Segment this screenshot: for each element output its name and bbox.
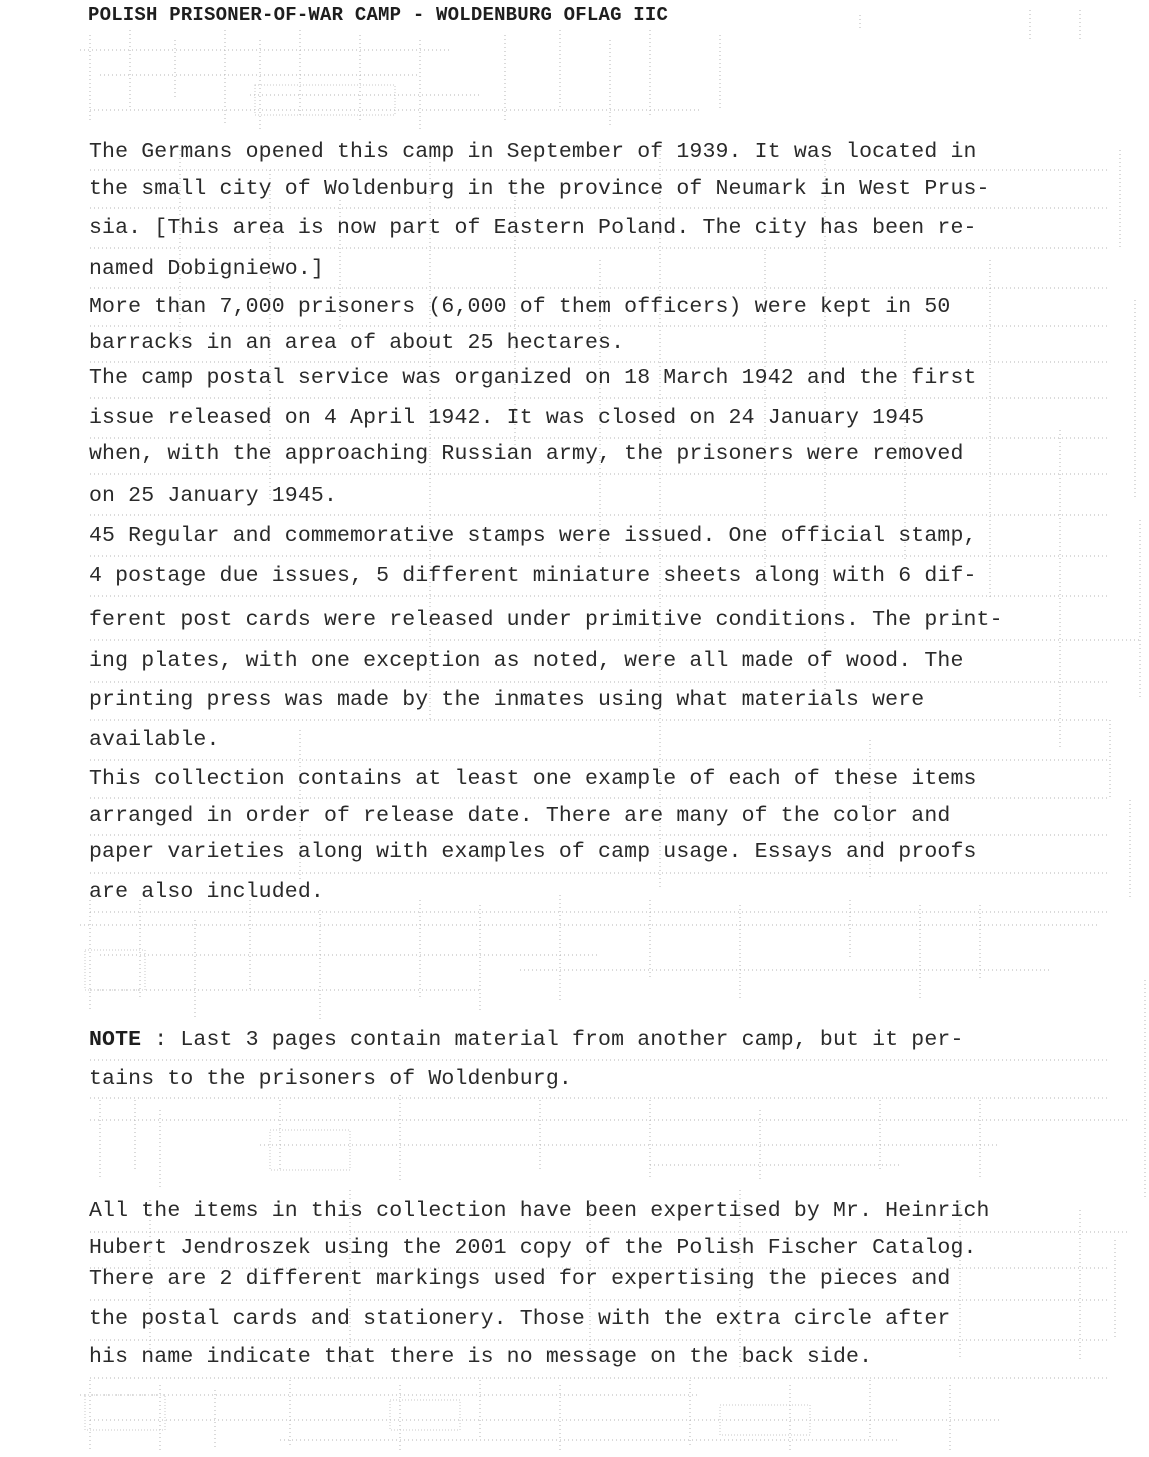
paragraph-line: on 25 January 1945.: [89, 484, 337, 508]
note-label: NOTE: [89, 1028, 142, 1052]
expertise-line: his name indicate that there is no message on the back side.: [89, 1345, 873, 1369]
paragraph-line: printing press was made by the inmates using what materials were: [89, 688, 925, 712]
paragraph-line: available.: [89, 728, 220, 752]
paragraph-line: The camp postal service was organized on 18 March 1942 and the first: [89, 366, 977, 390]
paragraph-line: ferent post cards were released under primitive conditions. The print-: [89, 608, 1003, 632]
expertise-line: There are 2 different markings used for expertising the pieces and: [89, 1267, 951, 1291]
paragraph-line: The Germans opened this camp in September of 1939. It was located in: [89, 140, 977, 164]
paragraph-line: More than 7,000 prisoners (6,000 of them officers) were kept in 50: [89, 295, 951, 319]
paragraph-line: when, with the approaching Russian army, the prisoners were removed: [89, 442, 964, 466]
paragraph-line: sia. [This area is now part of Eastern Poland. The city has been re-: [89, 216, 977, 240]
expertise-line: the postal cards and stationery. Those with the extra circle after: [89, 1307, 951, 1331]
expertise-line: Hubert Jendroszek using the 2001 copy of the Polish Fischer Catalog.: [89, 1236, 977, 1260]
paragraph-line: issue released on 4 April 1942. It was closed on 24 January 1945: [89, 406, 925, 430]
paragraph-line: are also included.: [89, 880, 324, 904]
paragraph-line: the small city of Woldenburg in the province of Neumark in West Prus-: [89, 177, 990, 201]
document-title: POLISH PRISONER-OF-WAR CAMP - WOLDENBURG OFLAG IIC: [88, 4, 669, 26]
note-line: [89, 1028, 964, 1052]
paragraph-line: paper varieties along with examples of camp usage. Essays and proofs: [89, 840, 977, 864]
paragraph-line: ing plates, with one exception as noted, were all made of wood. The: [89, 649, 964, 673]
paragraph-line: This collection contains at least one example of each of these items: [89, 767, 977, 791]
paragraph-line: 45 Regular and commemorative stamps were issued. One official stamp,: [89, 524, 977, 548]
note-text: : Last 3 pages contain material from another camp, but it per-: [141, 1028, 964, 1052]
paragraph-line: barracks in an area of about 25 hectares.: [89, 331, 625, 355]
note-line: tains to the prisoners of Woldenburg.: [89, 1067, 572, 1091]
paragraph-line: 4 postage due issues, 5 different miniature sheets along with 6 dif-: [89, 564, 977, 588]
expertise-line: All the items in this collection have been expertised by Mr. Heinrich: [89, 1199, 990, 1223]
paragraph-line: arranged in order of release date. There are many of the color and: [89, 804, 951, 828]
paragraph-line: named Dobigniewo.]: [89, 257, 324, 281]
